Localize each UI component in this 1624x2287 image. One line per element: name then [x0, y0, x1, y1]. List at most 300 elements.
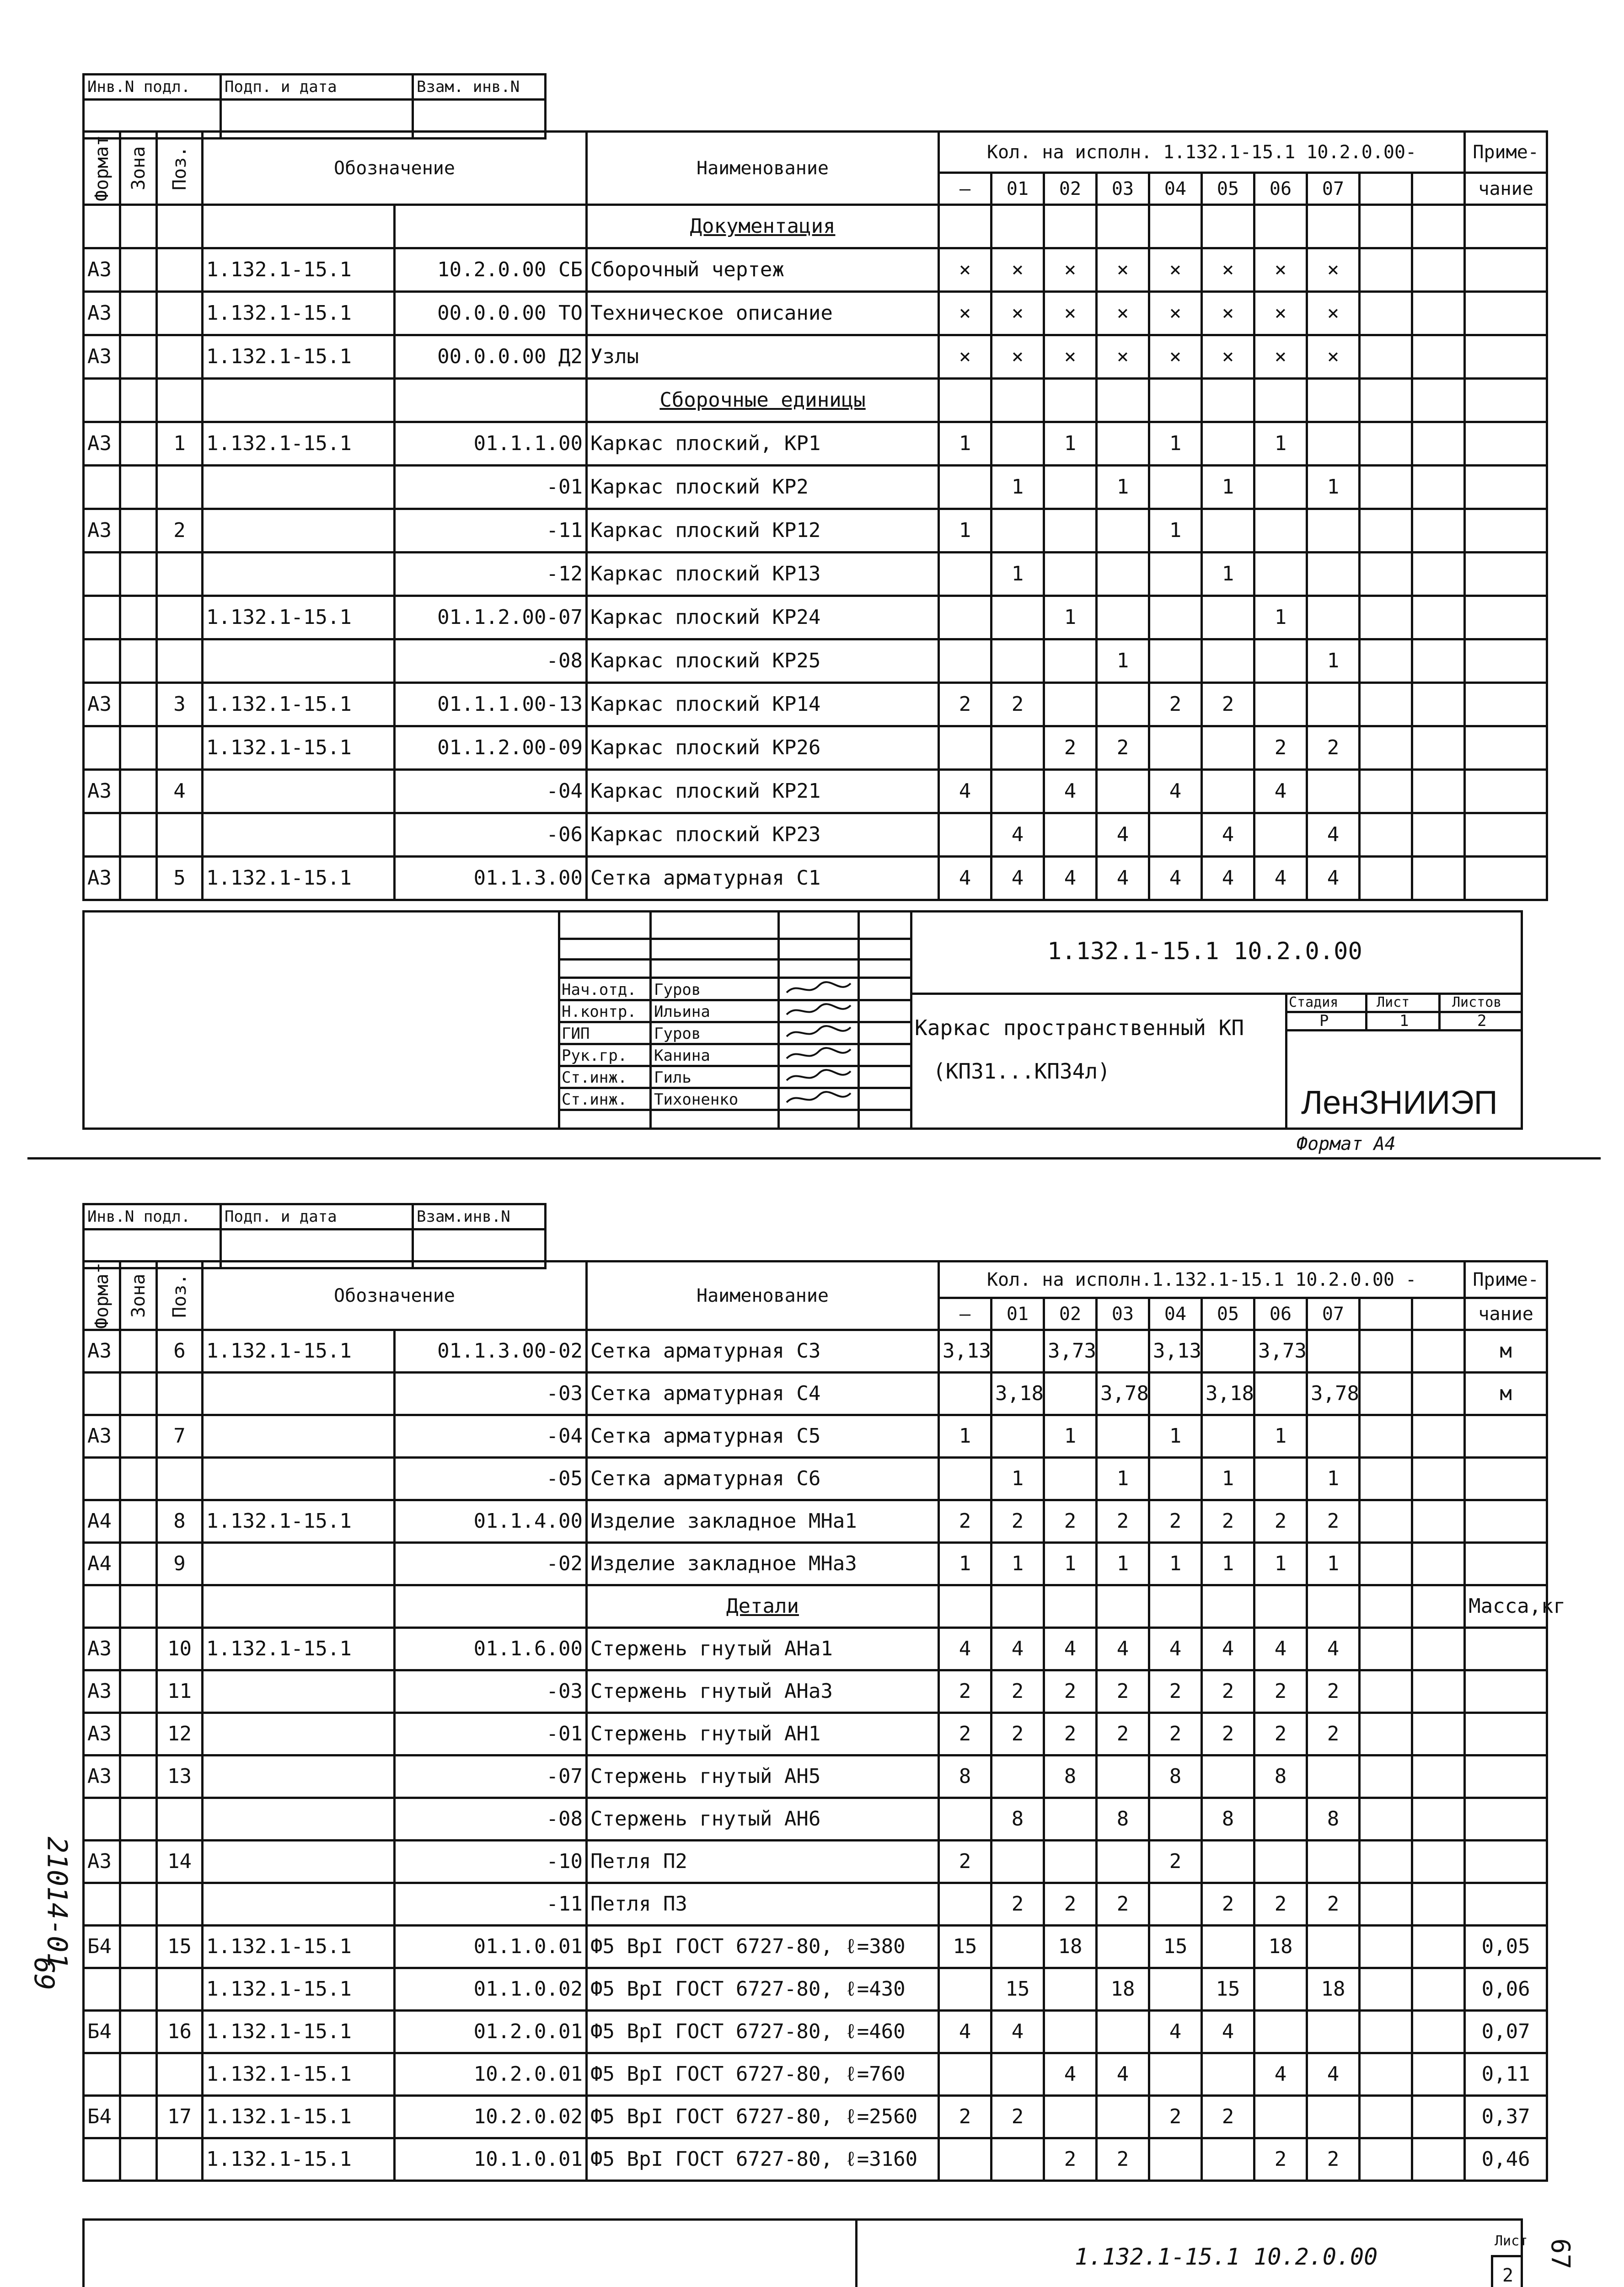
cell-pos — [157, 2053, 203, 2096]
col-qty: Кол. на исполн. 1.132.1-15.1 10.2.0.00- — [939, 132, 1465, 173]
cell-qty — [1412, 1926, 1465, 1968]
cell-qty — [1044, 509, 1097, 553]
cell-zone — [120, 1670, 157, 1713]
cell-qty — [1254, 1373, 1307, 1415]
cell-qty — [1149, 1968, 1202, 2011]
cell-note — [1465, 422, 1547, 466]
cell-designation-suffix: -02 — [395, 1543, 587, 1585]
cell-qty: 4 — [1044, 2053, 1097, 2096]
table-row — [84, 553, 1547, 596]
cell-qty — [1307, 379, 1360, 422]
cell-note: м — [1465, 1330, 1547, 1373]
table-row — [84, 596, 1547, 639]
cell-qty: 4 — [1307, 813, 1360, 857]
cell-designation-suffix: 10.1.0.01 — [395, 2138, 587, 2181]
cell-qty: × — [1149, 292, 1202, 335]
cell-qty: 4 — [1254, 2053, 1307, 2096]
cell-qty — [1412, 2053, 1465, 2096]
cell-qty — [1044, 683, 1097, 726]
cell-qty: × — [1254, 335, 1307, 379]
cell-qty: 2 — [1044, 1883, 1097, 1926]
cell-qty: 3,13 — [1149, 1330, 1202, 1373]
cell-qty: 18 — [1097, 1968, 1149, 2011]
cell-qty: 1 — [1307, 1543, 1360, 1585]
table-row — [84, 2138, 1547, 2181]
cell-qty — [1202, 2138, 1254, 2181]
cell-designation-suffix: -08 — [395, 1798, 587, 1841]
cell-designation-base — [203, 813, 395, 857]
cell-format: Б4 — [84, 2096, 120, 2138]
cell-qty — [1307, 509, 1360, 553]
cell-qty — [1254, 1968, 1307, 2011]
cell-qty — [1254, 553, 1307, 596]
cell-designation-suffix: -12 — [395, 553, 587, 596]
sheets-header: Листов — [1452, 994, 1502, 1010]
cell-designation-base: 1.132.1-15.1 — [203, 1330, 395, 1373]
cell-qty — [1412, 683, 1465, 726]
stamp-inv: Инв.N подл. — [84, 75, 221, 100]
cell-qty: 2 — [1149, 1713, 1202, 1756]
cell-name: Изделие закладное МНа1 — [587, 1500, 939, 1543]
cell-qty — [1044, 1798, 1097, 1841]
sheet-header: Лист — [1377, 994, 1410, 1010]
cell-qty — [1360, 2138, 1412, 2181]
cell-designation-suffix — [395, 1585, 587, 1628]
cell-qty: 4 — [1097, 813, 1149, 857]
cell-name: Ф5 ВрI ГОСТ 6727-80, ℓ=380 — [587, 1926, 939, 1968]
cell-qty: 4 — [1307, 857, 1360, 900]
cell-qty — [1360, 1500, 1412, 1543]
cell-qty: 4 — [1044, 1628, 1097, 1670]
cell-qty: 3,73 — [1044, 1330, 1097, 1373]
cell-qty — [1412, 1543, 1465, 1585]
cell-qty: 8 — [939, 1756, 992, 1798]
cell-qty — [1254, 466, 1307, 509]
cell-qty: 4 — [1254, 857, 1307, 900]
cell-pos — [157, 292, 203, 335]
cell-qty — [1149, 726, 1202, 770]
cell-qty — [992, 1926, 1044, 1968]
cell-note — [1465, 509, 1547, 553]
cell-qty: 4 — [1307, 1628, 1360, 1670]
cell-qty — [1044, 1585, 1097, 1628]
signature-icon — [784, 1067, 853, 1088]
cell-qty: 4 — [1254, 770, 1307, 813]
cell-name: Ф5 ВрI ГОСТ 6727-80, ℓ=760 — [587, 2053, 939, 2096]
cell-qty — [1360, 2096, 1412, 2138]
cell-name: Каркас плоский КР24 — [587, 596, 939, 639]
cell-qty — [1307, 596, 1360, 639]
cell-note — [1465, 1543, 1547, 1585]
cell-qty — [1307, 1330, 1360, 1373]
cell-pos: 2 — [157, 509, 203, 553]
signer-name: Канина — [654, 1047, 710, 1065]
cell-format — [84, 1968, 120, 2011]
cell-pos — [157, 466, 203, 509]
cell-qty: 2 — [1202, 1883, 1254, 1926]
cell-qty — [1360, 813, 1412, 857]
cell-qty — [1202, 1926, 1254, 1968]
cell-qty: 1 — [1202, 553, 1254, 596]
cell-qty: 3,18 — [1202, 1373, 1254, 1415]
cell-qty: × — [1044, 292, 1097, 335]
signer-name: Ильина — [654, 1003, 710, 1021]
cell-designation-base — [203, 639, 395, 683]
cell-qty — [1412, 1628, 1465, 1670]
cell-qty — [992, 1585, 1044, 1628]
col-designation: Обозначение — [203, 132, 587, 205]
cell-name: Каркас плоский КР14 — [587, 683, 939, 726]
cell-qty — [1097, 1926, 1149, 1968]
cell-qty — [939, 2053, 992, 2096]
cell-qty — [992, 1415, 1044, 1458]
cell-qty — [939, 1883, 992, 1926]
cell-designation-suffix: -03 — [395, 1373, 587, 1415]
cell-qty — [1360, 422, 1412, 466]
cell-qty — [1412, 1883, 1465, 1926]
signer-name: Гуров — [654, 1025, 701, 1043]
signer-divider — [558, 1021, 910, 1023]
cell-format — [84, 1798, 120, 1841]
cell-pos — [157, 1798, 203, 1841]
cell-designation-base: 1.132.1-15.1 — [203, 1500, 395, 1543]
cell-pos — [157, 726, 203, 770]
cell-qty — [1044, 2011, 1097, 2053]
cell-format: А3 — [84, 1415, 120, 1458]
cell-qty: × — [1202, 292, 1254, 335]
cell-pos — [157, 639, 203, 683]
cell-qty — [939, 466, 992, 509]
cell-qty — [1149, 1458, 1202, 1500]
cell-format — [84, 596, 120, 639]
cell-zone — [120, 1841, 157, 1883]
table-row — [84, 1585, 1547, 1628]
cell-qty — [1149, 1585, 1202, 1628]
cell-note: Масса,кг — [1465, 1585, 1547, 1628]
cell-qty: 1 — [992, 1458, 1044, 1500]
cell-qty: 8 — [1149, 1756, 1202, 1798]
cell-qty: 8 — [992, 1798, 1044, 1841]
cell-pos — [157, 813, 203, 857]
cell-pos — [157, 1373, 203, 1415]
cell-qty: 1 — [1044, 596, 1097, 639]
col-zone: Зона — [120, 132, 157, 205]
cell-qty: 4 — [992, 857, 1044, 900]
cell-qty: 4 — [939, 857, 992, 900]
cell-zone — [120, 1798, 157, 1841]
cell-pos: 5 — [157, 857, 203, 900]
cell-qty — [1149, 1883, 1202, 1926]
cell-zone — [120, 553, 157, 596]
cell-qty — [1044, 205, 1097, 248]
col-name: Наименование — [587, 132, 939, 205]
cell-qty: 15 — [1202, 1968, 1254, 2011]
cell-name: Узлы — [587, 335, 939, 379]
cell-qty: 1 — [1044, 422, 1097, 466]
cell-designation-base — [203, 1415, 395, 1458]
cell-qty — [1149, 2138, 1202, 2181]
cell-qty: × — [1254, 248, 1307, 292]
cell-designation-base: 1.132.1-15.1 — [203, 596, 395, 639]
cell-qty — [992, 2053, 1044, 2096]
cell-qty: 1 — [1202, 1458, 1254, 1500]
cell-qty — [1097, 1841, 1149, 1883]
cell-qty: 2 — [1307, 1713, 1360, 1756]
doc-number: 1.132.1-15.1 10.2.0.00 — [1047, 938, 1362, 965]
cell-qty — [1044, 639, 1097, 683]
cell-designation-base — [203, 1585, 395, 1628]
cell-pos: 16 — [157, 2011, 203, 2053]
cell-qty: 18 — [1254, 1926, 1307, 1968]
col-format: Формат — [84, 132, 120, 205]
signer-role: Рук.гр. — [562, 1047, 627, 1065]
cell-qty — [1202, 1756, 1254, 1798]
table-row — [84, 466, 1547, 509]
cell-name: Сетка арматурная С5 — [587, 1415, 939, 1458]
cell-format — [84, 1585, 120, 1628]
cell-qty: 2 — [1254, 2138, 1307, 2181]
cell-designation-suffix: 10.2.0.01 — [395, 2053, 587, 2096]
cell-qty: 3,78 — [1097, 1373, 1149, 1415]
cell-note — [1465, 596, 1547, 639]
cell-qty: 2 — [1307, 1883, 1360, 1926]
col-var: 03 — [1097, 173, 1149, 205]
cell-qty — [1307, 1415, 1360, 1458]
cell-designation-suffix: -01 — [395, 466, 587, 509]
cell-qty — [939, 639, 992, 683]
cell-qty — [992, 509, 1044, 553]
cell-qty: 1 — [1254, 596, 1307, 639]
cell-qty — [1202, 726, 1254, 770]
cell-qty — [1097, 2096, 1149, 2138]
col-var: 02 — [1044, 173, 1097, 205]
cell-qty: 2 — [1097, 1500, 1149, 1543]
cell-format: А3 — [84, 1713, 120, 1756]
cell-qty — [1202, 1415, 1254, 1458]
cell-qty: × — [1202, 248, 1254, 292]
cell-note: 0,05 — [1465, 1926, 1547, 1968]
cell-qty: 2 — [1149, 1670, 1202, 1713]
cell-qty — [1202, 1841, 1254, 1883]
table-row — [84, 1926, 1547, 1968]
cell-qty: 2 — [992, 683, 1044, 726]
stamp-sign: Подп. и дата — [221, 75, 413, 100]
cell-format — [84, 813, 120, 857]
cell-qty — [992, 770, 1044, 813]
cell-qty — [1307, 1756, 1360, 1798]
cell-designation-base — [203, 1458, 395, 1500]
cell-qty — [1254, 509, 1307, 553]
cell-qty — [1307, 205, 1360, 248]
cell-qty — [992, 1841, 1044, 1883]
cell-qty: 2 — [1044, 1500, 1097, 1543]
cell-qty — [1254, 813, 1307, 857]
cell-qty — [1360, 2011, 1412, 2053]
cell-qty — [1412, 1968, 1465, 2011]
cell-zone — [120, 813, 157, 857]
cell-qty: 2 — [939, 1670, 992, 1713]
cell-designation-base — [203, 1713, 395, 1756]
cell-qty: 2 — [992, 1883, 1044, 1926]
cell-qty — [1412, 1798, 1465, 1841]
cell-qty: 2 — [1254, 1713, 1307, 1756]
approval-stamp — [82, 73, 547, 140]
cell-qty — [1202, 1585, 1254, 1628]
cell-qty: 1 — [1149, 1415, 1202, 1458]
cell-pos: 10 — [157, 1628, 203, 1670]
col-var — [1360, 173, 1412, 205]
cell-qty: 4 — [1149, 2011, 1202, 2053]
signer-role: ГИП — [562, 1025, 590, 1043]
cell-pos — [157, 379, 203, 422]
cell-qty — [1097, 422, 1149, 466]
cell-qty: 2 — [939, 683, 992, 726]
cell-qty — [1360, 857, 1412, 900]
cell-qty — [1202, 770, 1254, 813]
cell-qty — [1360, 683, 1412, 726]
cell-format: А3 — [84, 857, 120, 900]
cell-qty: 15 — [1149, 1926, 1202, 1968]
stage-header: Стадия — [1289, 994, 1339, 1010]
cell-qty — [1149, 466, 1202, 509]
cell-qty — [939, 379, 992, 422]
table-row — [84, 813, 1547, 857]
cell-qty — [1360, 335, 1412, 379]
cell-qty — [1412, 422, 1465, 466]
cell-designation-suffix: -08 — [395, 639, 587, 683]
cell-zone — [120, 205, 157, 248]
cell-qty: 2 — [1202, 2096, 1254, 2138]
cell-zone — [120, 335, 157, 379]
cell-qty: 8 — [1044, 1756, 1097, 1798]
cell-qty: 18 — [1044, 1926, 1097, 1968]
cell-qty: 2 — [1149, 683, 1202, 726]
col-var: 04 — [1149, 173, 1202, 205]
cell-name: Стержень гнутый АН6 — [587, 1798, 939, 1841]
cell-qty — [1097, 683, 1149, 726]
cell-designation-suffix: -04 — [395, 1415, 587, 1458]
signature-icon — [784, 1023, 853, 1044]
cell-qty — [1044, 813, 1097, 857]
cell-qty — [1360, 205, 1412, 248]
cell-qty — [939, 1968, 992, 2011]
cell-qty — [1097, 1756, 1149, 1798]
cell-qty — [1307, 770, 1360, 813]
cell-qty: 2 — [1254, 1883, 1307, 1926]
cell-qty: 2 — [1307, 726, 1360, 770]
col-zone: Зона — [120, 1262, 157, 1330]
cell-qty: × — [1307, 292, 1360, 335]
cell-qty: 4 — [939, 1628, 992, 1670]
sheet-divider — [27, 1157, 1601, 1160]
cell-qty — [1044, 1968, 1097, 2011]
cell-designation-base: 1.132.1-15.1 — [203, 1968, 395, 2011]
cell-zone — [120, 1756, 157, 1798]
cell-pos — [157, 1883, 203, 1926]
cell-qty: 1 — [939, 509, 992, 553]
cell-qty: 1 — [939, 1543, 992, 1585]
cell-zone — [120, 596, 157, 639]
cell-qty — [1044, 379, 1097, 422]
signer-divider — [558, 1065, 910, 1067]
cell-format: А3 — [84, 1628, 120, 1670]
cell-qty: × — [1097, 335, 1149, 379]
col-var: 07 — [1307, 1298, 1360, 1330]
table-row — [84, 1968, 1547, 2011]
cell-qty — [1360, 1543, 1412, 1585]
cell-designation-base: 1.132.1-15.1 — [203, 2011, 395, 2053]
cell-qty — [1254, 1585, 1307, 1628]
cell-format: А4 — [84, 1543, 120, 1585]
cell-designation-suffix: -11 — [395, 509, 587, 553]
cell-note — [1465, 1500, 1547, 1543]
cell-zone — [120, 466, 157, 509]
cell-qty: 2 — [1254, 1500, 1307, 1543]
cell-format — [84, 1883, 120, 1926]
cell-qty — [939, 813, 992, 857]
cell-zone — [120, 1968, 157, 2011]
cell-pos: 9 — [157, 1543, 203, 1585]
cell-name: Каркас плоский, КР1 — [587, 422, 939, 466]
cell-qty: × — [939, 292, 992, 335]
cell-designation-base — [203, 1543, 395, 1585]
cell-qty — [1412, 1330, 1465, 1373]
cell-qty — [1412, 1373, 1465, 1415]
cell-qty: 1 — [1307, 466, 1360, 509]
cell-qty: 1 — [1097, 466, 1149, 509]
cell-designation-base: 1.132.1-15.1 — [203, 2138, 395, 2181]
cell-qty — [1044, 1458, 1097, 1500]
cell-format: А3 — [84, 292, 120, 335]
cell-name: Сетка арматурная С6 — [587, 1458, 939, 1500]
col-note-2: чание — [1465, 173, 1547, 205]
cell-zone — [120, 509, 157, 553]
cell-qty — [1412, 553, 1465, 596]
col-var: 06 — [1254, 1298, 1307, 1330]
table-row — [84, 726, 1547, 770]
cell-format: Б4 — [84, 1926, 120, 1968]
cell-qty — [1097, 379, 1149, 422]
cell-qty — [1202, 2053, 1254, 2096]
cell-note — [1465, 857, 1547, 900]
cell-designation-base — [203, 509, 395, 553]
cell-qty: 2 — [992, 1670, 1044, 1713]
cell-designation-suffix: -04 — [395, 770, 587, 813]
cell-qty: × — [1307, 335, 1360, 379]
cell-qty: × — [1254, 292, 1307, 335]
cell-zone — [120, 1458, 157, 1500]
table-row — [84, 2011, 1547, 2053]
cell-designation-base: 1.132.1-15.1 — [203, 726, 395, 770]
table-row — [84, 1500, 1547, 1543]
cell-qty — [1307, 553, 1360, 596]
cell-format: А4 — [84, 1500, 120, 1543]
signer-role: Ст.инж. — [562, 1068, 627, 1087]
cell-qty: 4 — [1254, 1628, 1307, 1670]
spec-table-2 — [82, 1260, 1566, 2182]
table-row — [84, 770, 1547, 813]
cell-qty — [939, 1798, 992, 1841]
cell-qty — [1254, 1798, 1307, 1841]
cell-name: Каркас плоский КР21 — [587, 770, 939, 813]
cell-qty — [1412, 466, 1465, 509]
doc-title: Каркас пространственный КП — [915, 1015, 1244, 1040]
cell-qty: 3,73 — [1254, 1330, 1307, 1373]
approval-stamp — [82, 1203, 547, 1269]
cell-designation-base: 1.132.1-15.1 — [203, 1926, 395, 1968]
cell-designation-suffix: -06 — [395, 813, 587, 857]
table-row — [84, 857, 1547, 900]
